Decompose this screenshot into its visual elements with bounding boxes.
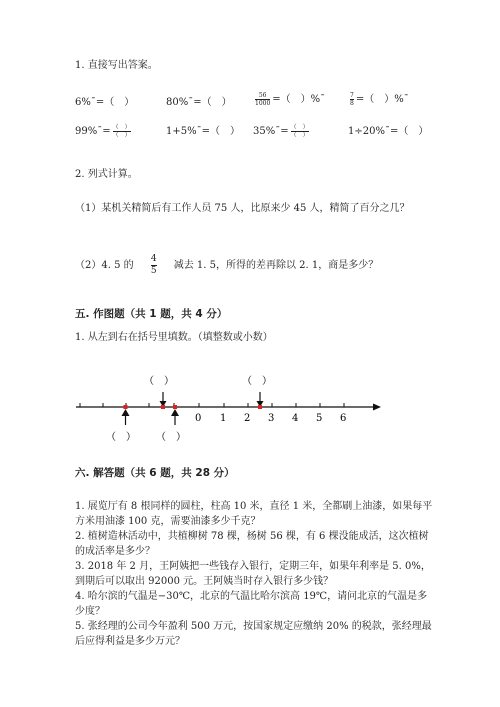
up-arrow-icon xyxy=(171,409,179,425)
section6-problem-1: 1. 展览厅有 8 根同样的圆柱，柱高 10 米，直径 1 米，全都刷上油漆，如果每平方米用油漆 100 克，需要油漆多少千克？ xyxy=(75,501,433,527)
tick-label-4: 4 xyxy=(292,413,299,424)
tick-label-2: 2 xyxy=(244,413,251,424)
fraction xyxy=(350,92,354,107)
q1-row1-b: 80%ˉ=（ ） xyxy=(166,97,232,108)
expression: （2）4. 5 的 xyxy=(75,260,134,271)
down-arrow-icon xyxy=(160,392,167,407)
section6-problem-2: 2. 植树造林活动中，共植柳树 78 棵，杨树 56 棵，有 6 棵没能成活，这次植树的成活率是多少？ xyxy=(75,531,429,557)
number-line-figure xyxy=(70,368,390,448)
q1-title: 1. 直接写出答案。 xyxy=(75,60,158,71)
fraction xyxy=(151,254,157,277)
up-arrow-icon xyxy=(122,409,130,425)
q2-item2 xyxy=(75,254,378,277)
arrowhead-icon xyxy=(373,404,381,411)
q1-row1-a: 6%ˉ=（ ） xyxy=(75,97,135,108)
expression: =（ ）%ˉ xyxy=(272,94,326,105)
down-arrow-icon xyxy=(257,392,264,407)
marker-dot xyxy=(124,405,128,409)
marker-dot xyxy=(161,405,165,409)
section6-problem-3: 3. 2018 年 2 月，王阿姨把一些钱存入银行，定期三年，如果年利率是 5. 0%，到期后可以取出 92000 元。王阿姨当时存入银行多少钱？ xyxy=(75,561,431,587)
tick-label-0: 0 xyxy=(195,413,202,424)
top-blank-2: （ ） xyxy=(242,376,272,387)
denominator: 8 xyxy=(350,100,354,107)
expression: 减去 1. 5，所得的差再除以 2. 1，商是多少？ xyxy=(173,260,379,271)
numerator: 4 xyxy=(150,254,157,264)
numerator: （ ） xyxy=(112,124,131,131)
expression: 35%ˉ= xyxy=(253,126,289,137)
q1-row2-c xyxy=(253,124,311,139)
fraction xyxy=(255,92,270,107)
tick-label-1: 1 xyxy=(220,413,227,424)
denominator: 5 xyxy=(150,266,157,276)
q1-row2-a xyxy=(75,124,133,139)
expression: =（ ）%ˉ xyxy=(355,94,409,105)
q2-title: 2. 列式计算。 xyxy=(75,169,138,180)
section6-problem-4: 4. 哈尔滨的气温是−30℃，北京的气温比哈尔滨高 19℃，请问北京的气温是多少度？ xyxy=(75,591,428,617)
denominator: （ ） xyxy=(112,132,131,139)
marker-dot xyxy=(258,405,262,409)
fraction xyxy=(113,124,131,139)
q2-item1: （1）某机关精简后有工作人员 75 人，比原来少 45 人，精简了百分之几？ xyxy=(75,203,410,214)
expression: 99%ˉ= xyxy=(75,126,111,137)
denominator: 1000 xyxy=(255,100,271,107)
q1-row1-d xyxy=(348,92,409,107)
q1-row2-d: 1÷20%ˉ=（ ） xyxy=(348,126,429,137)
section6-heading: 六. 解答题（共 6 题，共 28 分） xyxy=(75,467,235,479)
numerator: 56 xyxy=(258,92,267,99)
denominator: （ ） xyxy=(290,132,309,139)
section6-problem-5: 5. 张经理的公司今年盈利 500 万元，按国家规定应缴纳 20% 的税款，张经理最后应得利益是多少万元？ xyxy=(75,621,432,647)
section5-q1: 1. 从左到右在括号里填数。（填整数或小数） xyxy=(75,332,273,343)
tick-label-3: 3 xyxy=(268,413,275,424)
tick-label-5: 5 xyxy=(316,413,323,424)
marker-dot xyxy=(173,405,177,409)
numerator: 7 xyxy=(350,92,354,99)
bottom-blank-2: （ ） xyxy=(156,432,186,443)
bottom-blank-1: （ ） xyxy=(106,432,136,443)
q1-row2-b: 1+5%ˉ=（ ） xyxy=(166,126,240,137)
fraction xyxy=(291,124,309,139)
top-blank-1: （ ） xyxy=(144,376,174,387)
numerator: （ ） xyxy=(290,124,309,131)
q1-row1-c xyxy=(253,92,325,107)
section5-heading: 五. 作图题（共 1 题，共 4 分） xyxy=(75,308,228,320)
tick-label-6: 6 xyxy=(340,413,347,424)
tick-marks xyxy=(80,403,344,407)
